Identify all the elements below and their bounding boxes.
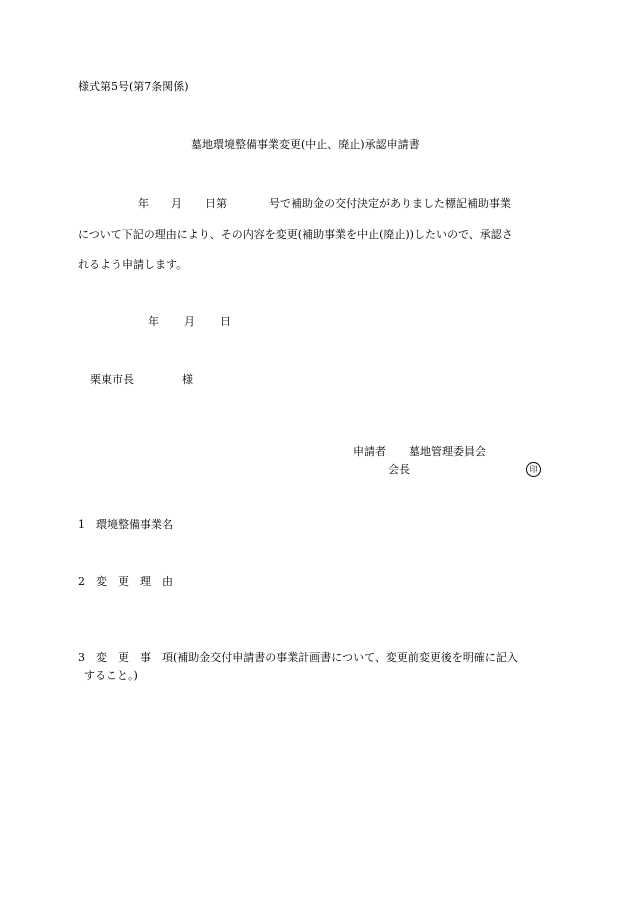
item-1-project-name: 1 環境整備事業名 xyxy=(78,518,173,531)
item-2-change-reason: 2 変 更 理 由 xyxy=(78,575,173,588)
form-number: 様式第5号(第7条関係) xyxy=(78,80,189,93)
decision-month-label: 月 xyxy=(171,197,182,210)
decision-day-number-label: 日第 xyxy=(205,197,227,210)
seal-mark: 印 xyxy=(526,462,541,477)
item-3-change-details-continued: すること。) xyxy=(84,669,138,682)
decision-year-label: 年 xyxy=(138,197,149,210)
applicant-line xyxy=(353,446,486,457)
body-line-2: について下記の理由により、その内容を変更(補助事業を中止(廃止))したいので、承認さ xyxy=(78,228,513,241)
body-line-1 xyxy=(78,198,511,209)
chairman-label: 会長 xyxy=(388,463,410,476)
date-year-label: 年 xyxy=(148,315,159,328)
addressee-name: 栗東市長 xyxy=(90,373,134,386)
item-3-change-details: 3 変 更 事 項(補助金交付申請書の事業計画書について、変更前変更後を明確に記入 xyxy=(78,651,518,664)
applicant-label: 申請者 xyxy=(353,445,386,458)
body-line-3: れるよう申請します。 xyxy=(78,258,188,271)
application-date xyxy=(148,316,231,327)
addressee-honorific: 様 xyxy=(182,373,193,386)
date-month-label: 月 xyxy=(184,315,195,328)
date-day-label: 日 xyxy=(220,315,231,328)
decision-text: 号で補助金の交付決定がありました標記補助事業 xyxy=(269,197,511,210)
addressee xyxy=(90,374,193,385)
applicant-organization: 墓地管理委員会 xyxy=(409,445,486,458)
document-title: 墓地環境整備事業変更(中止、廃止)承認申請書 xyxy=(191,138,420,151)
